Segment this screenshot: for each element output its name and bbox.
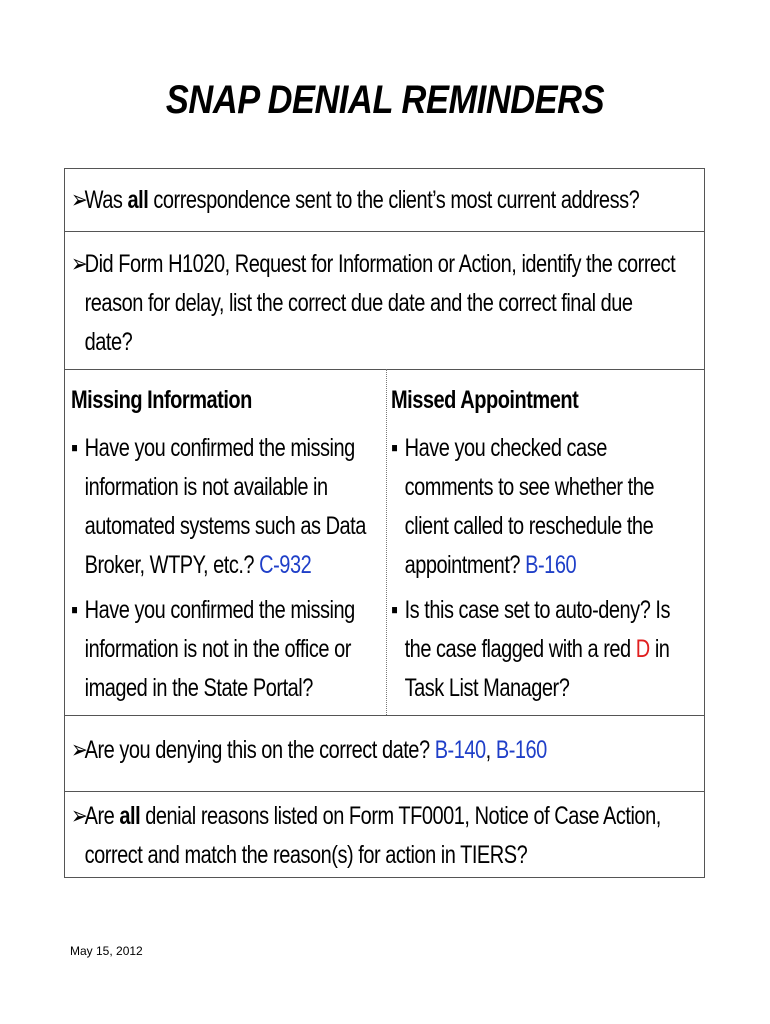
- missed-appt-item-1: ▪ Have you checked case comments to see whether the client called to reschedule the appointment? B-160: [391, 429, 654, 585]
- page-title: SNAP DENIAL REMINDERS: [165, 78, 605, 122]
- question-address: ➢Was all correspondence sent to the client’s most current address?: [71, 181, 639, 220]
- missed-appt-heading: Missed Appointment: [391, 386, 579, 414]
- question-h1020: ➢Did Form H1020, Request for Information or Action, identify the correct reason for delay, list the correct due date and the correct final due date?: [71, 245, 675, 362]
- policy-ref-link[interactable]: B-160: [525, 551, 577, 579]
- red-d-flag: D: [635, 635, 650, 663]
- divider: [65, 791, 704, 792]
- arrow-bullet-icon: ➢: [71, 736, 88, 764]
- divider: [65, 715, 704, 716]
- arrow-bullet-icon: ➢: [71, 802, 88, 830]
- footer-date: May 15, 2012: [70, 944, 143, 958]
- square-bullet-icon: ▪: [71, 596, 78, 624]
- square-bullet-icon: ▪: [71, 434, 78, 462]
- square-bullet-icon: ▪: [391, 596, 398, 624]
- arrow-bullet-icon: ➢: [71, 250, 88, 278]
- missed-appt-item-2: ▪ Is this case set to auto-deny? Is the case flagged with a red D in Task List Manager?: [391, 591, 670, 708]
- divider: [65, 369, 704, 370]
- divider: [65, 231, 704, 232]
- square-bullet-icon: ▪: [391, 434, 398, 462]
- question-denial-reasons: ➢Are all denial reasons listed on Form TF0001, Notice of Case Action, correct and match the reason(s) for action in TIERS?: [71, 797, 661, 875]
- policy-ref-link[interactable]: B-160: [495, 736, 547, 764]
- missing-info-item-1: ▪ Have you confirmed the missing information is not available in automated systems such as Data Broker, WTPY, etc.? C-932: [71, 429, 366, 585]
- column-divider: [386, 369, 387, 715]
- policy-ref-link[interactable]: B-140: [434, 736, 486, 764]
- missing-info-heading: Missing Information: [71, 386, 252, 414]
- arrow-bullet-icon: ➢: [71, 186, 88, 214]
- question-correct-date: ➢Are you denying this on the correct date? B-140, B-160: [71, 731, 547, 770]
- policy-ref-link[interactable]: C-932: [259, 551, 312, 579]
- checklist-box: [64, 168, 705, 878]
- missing-info-item-2: ▪ Have you confirmed the missing information is not in the office or imaged in the State Portal?: [71, 591, 355, 708]
